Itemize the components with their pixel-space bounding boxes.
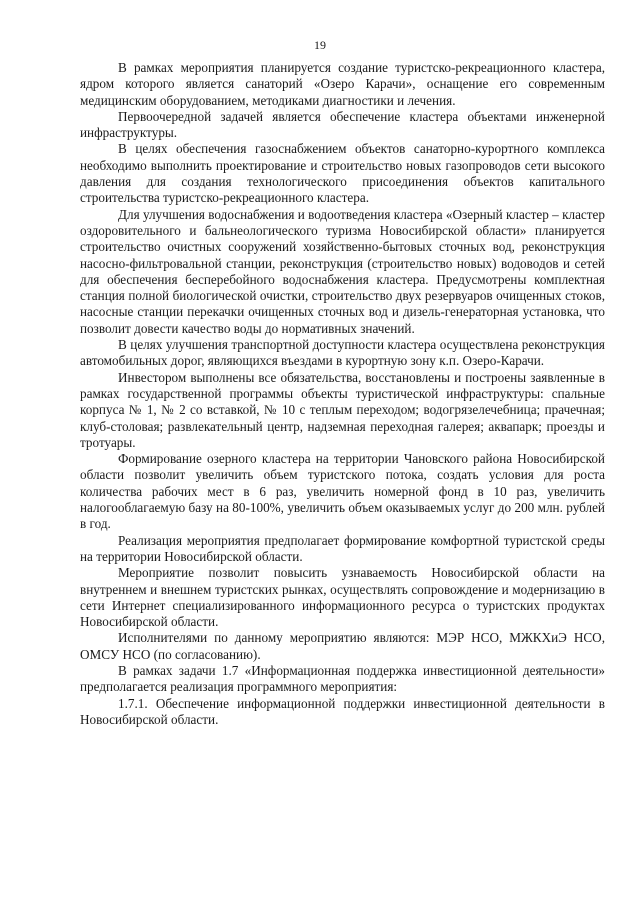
paragraph: В целях улучшения транспортной доступности кластера осуществлена реконструкция автомобильных дорог, являющихся въездами в курортную зону к.п. Озеро-Карачи. xyxy=(80,337,605,369)
paragraph: В рамках мероприятия планируется создание туристско-рекреационного кластера, ядром которого является санаторий «Озеро Карачи», оснащение его современным медицинским оборудованием, методиками диагностики и лечения. xyxy=(80,60,605,108)
paragraph: Исполнителями по данному мероприятию являются: МЭР НСО, МЖКХиЭ НСО, ОМСУ НСО (по согласованию). xyxy=(80,630,605,662)
body-text xyxy=(80,60,605,728)
paragraph: Первоочередной задачей является обеспечение кластера объектами инженерной инфраструктуры. xyxy=(80,108,605,141)
paragraph: Формирование озерного кластера на территории Чановского района Новосибирской области позволит увеличить объем туристского потока, создать условия для роста количества рабочих мест в 6 раз, увеличить номерной фонд в 10 раз, увеличить налогооблагаемую базу на 80-100%, увеличить объем оказываемых услуг до 200 млн. рублей в год. xyxy=(80,451,605,532)
paragraph: Для улучшения водоснабжения и водоотведения кластера «Озерный кластер – кластер оздоровительного и бальнеологического туризма Новосибирской области» планируется строительство очистных сооружений хозяйственно-бытовых сточных вод, реконструкция насосно-фильтровальной станции, реконструкция (строительство новых) водоводов и сетей для обеспечения бесперебойного водоснабжения кластера. Предусмотрены комплектная станция полной биологической очистки, строительство двух резервуаров очищенных стоков, насосные станции перекачки очищенных сточных вод и дизель-генераторная установка, что позволит довести качество воды до нормативных значений. xyxy=(80,206,605,336)
paragraph: Инвестором выполнены все обязательства, восстановлены и построены заявленные в рамках государственной программы объекты туристической инфраструктуры: спальные корпуса № 1, № 2 со вставкой, № 10 с теплым переходом; водогрязелечебница; прачечная; клуб-столовая; развлекательный центр, надземная переходная галерея; аквапарк; проезды и тротуары. xyxy=(80,369,605,450)
paragraph: В рамках задачи 1.7 «Информационная поддержка инвестиционной деятельности» предполагается реализация программного мероприятия: xyxy=(80,662,605,695)
paragraph: В целях обеспечения газоснабжением объектов санаторно-курортного комплекса необходимо выполнить проектирование и строительство новых газопроводов сети высокого давления для создания технологического присоединения объектов капитального строительства туристско-рекреационного кластера. xyxy=(80,141,605,206)
paragraph: Реализация мероприятия предполагает формирование комфортной туристской среды на территории Новосибирской области. xyxy=(80,532,605,564)
page-number: 19 xyxy=(314,38,326,52)
paragraph: 1.7.1. Обеспечение информационной поддержки инвестиционной деятельности в Новосибирской области. xyxy=(80,695,605,727)
paragraph: Мероприятие позволит повысить узнаваемость Новосибирской области на внутреннем и внешнем туристских рынках, осуществлять сопровождение и модернизацию в сети Интернет специализированного информационного ресурса о туристских продуктах Новосибирской области. xyxy=(80,565,605,630)
